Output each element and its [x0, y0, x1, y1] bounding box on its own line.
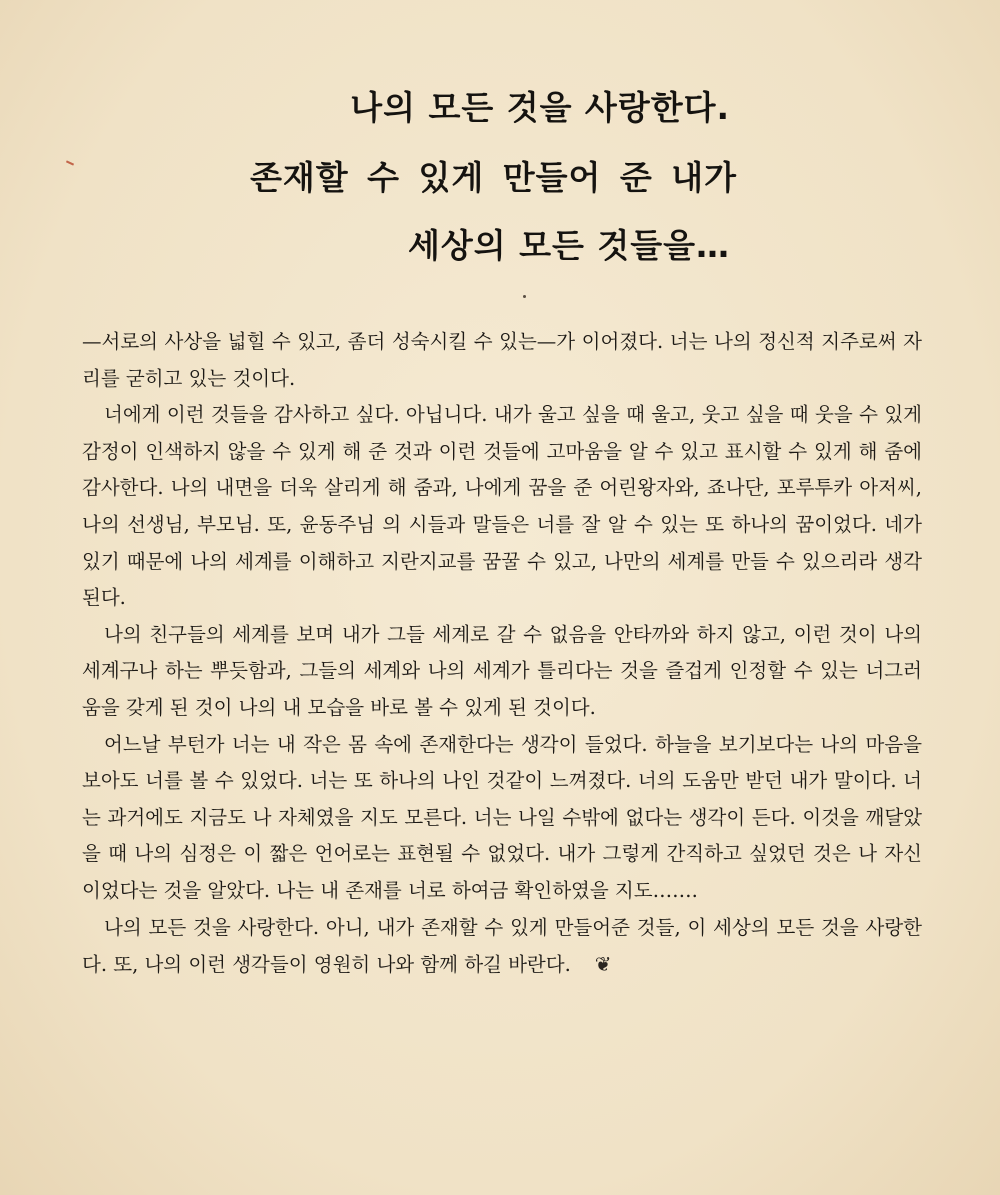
pull-quote-line-1: 나의 모든 것을 사랑한다. [350, 88, 730, 127]
paragraph-3: 나의 친구들의 세계를 보며 내가 그들 세계로 갈 수 없음을 안타까와 하지 않고, 이런 것이 나의 세계구나 하는 뿌듯함과, 그들의 세계와 나의 세계가 틀리다는 것을 즐겁게 인정할 수 있는 너그러움을 갖게 된 것이 나의 내 모습을 바로 볼 수 있게 된 것이다. [82, 622, 922, 719]
paragraph-5-text: 나의 모든 것을 사랑한다. 아니, 내가 존재할 수 있게 만들어준 것들, 이 세상의 모든 것을 사랑한다. 또, 나의 이런 생각들이 영원히 나와 함께 하길 바란다. [82, 915, 922, 977]
pull-quote-line-2: 존재할 수 있게 만들어 준 내가 [250, 158, 737, 197]
pull-quote-line-3: 세상의 모든 것들을… [407, 226, 730, 265]
paragraph-5 [82, 910, 922, 984]
separator-dot [523, 295, 526, 298]
flower-ornament-icon: ❦ [594, 952, 612, 977]
red-mark [66, 160, 74, 165]
paragraph-4: 어느날 부턴가 너는 내 작은 몸 속에 존재한다는 생각이 들었다. 하늘을 보기보다는 나의 마음을 보아도 너를 볼 수 있었다. 너는 또 하나의 나인 것같이 느껴졌다. 너의 도움만 받던 내가 말이다. 너는 과거에도 지금도 나 자체였을 지도 모른다. 너는 나일 수밖에 없다는 생각이 든다. 이것을 깨달았을 때 나의 심정은 이 짧은 언어로는 표현될 수 없었다. 내가 그렇게 간직하고 싶었던 것은 나 자신이었다는 것을 알았다. 나는 내 존재를 너로 하여금 확인하였을 지도……. [82, 732, 922, 902]
essay-body [82, 324, 922, 984]
paragraph-2: 너에게 이런 것들을 감사하고 싶다. 아닙니다. 내가 울고 싶을 때 울고, 웃고 싶을 때 웃을 수 있게 감정이 인색하지 않을 수 있게 해 준 것과 이런 것들에 고마움을 알 수 있고 표시할 수 있게 해 줌에 감사한다. 나의 내면을 더욱 살리게 해 줌과, 나에게 꿈을 준 어린왕자와, 죠나단, 포루투카 아저씨, 나의 선생님, 부모님. 또, 윤동주님 의 시들과 말들은 너를 잘 알 수 있는 또 하나의 꿈이었다. 네가 있기 때문에 나의 세계를 이해하고 지란지교를 꿈꿀 수 있고, 나만의 세계를 만들 수 있으리라 생각된다. [82, 403, 922, 610]
paragraph-1: —서로의 사상을 넓힐 수 있고, 좀더 성숙시킬 수 있는—가 이어졌다. 너는 나의 정신적 지주로써 자리를 굳히고 있는 것이다. [82, 330, 922, 390]
